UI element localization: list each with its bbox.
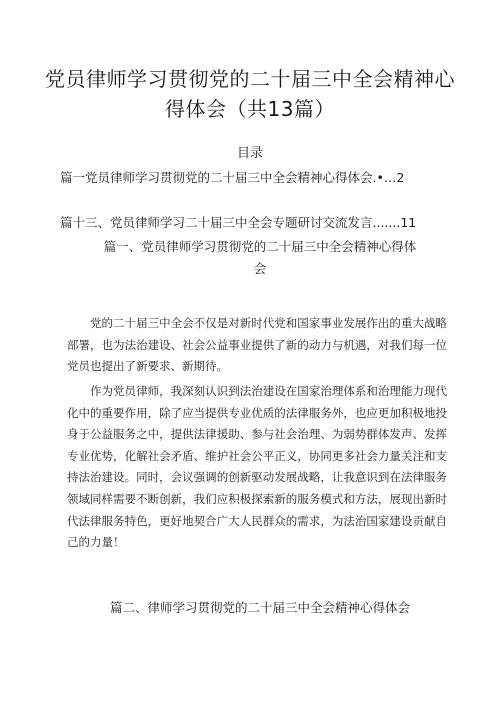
section-2-title: 篇二、律师学习贯彻党的二十届三中全会精神心得体会 <box>109 600 410 615</box>
toc-entry-1[interactable]: 篇一党员律师学习贯彻党的二十届三中全会精神心得体会.•…2 <box>60 170 405 185</box>
paragraph-text: 党的二十届三中全会不仅是对新时代党和国家事业发展作出的重大战略部署，也为法治建设、社会公益事业提供了新的动力与机遇，对我们每一位党员也提出了新要求、新期待。 <box>67 316 447 374</box>
document-title <box>40 64 460 124</box>
document-title-line-1: 党员律师学习贯彻党的二十届三中全会精神心 <box>45 67 455 91</box>
section-1-title <box>60 236 460 280</box>
section-1-paragraph-1 <box>67 313 447 378</box>
section-1-paragraph-2 <box>67 381 447 554</box>
toc-entry-13[interactable]: 篇十三、党员律师学习二十届三中全会专题研讨交流发言.......11 <box>60 215 417 230</box>
section-1-title-line-2: 会 <box>253 261 267 276</box>
toc-heading: 目录 <box>236 146 263 161</box>
paragraph-text: 作为党员律师，我深刻认识到法治建设在国家治理体系和治理能力现代化中的重要作用，除了应当提供专业优质的法律服务外，也应更加积极地投身于公益服务之中，提供法律援助、参与社会治理、为弱势群体发声、发挥专业优势，化解社会矛盾、维护社会公平正义，协同更多社会力量关注和支持法治建设。同时，会议强调的创新驱动发展战略，让我意识到在法律服务领域同样需要不断创新，我们应积极探索新的服务模式和方法，展现出新时代法律服务特色，更好地契合广大人民群众的需求，为法治国家建设贡献自己的力量！ <box>67 384 447 550</box>
section-1-title-line-1: 篇一、党员律师学习贯彻党的二十届三中全会精神心得体 <box>103 239 417 254</box>
document-title-line-2: 得体会（共13篇） <box>165 97 335 121</box>
